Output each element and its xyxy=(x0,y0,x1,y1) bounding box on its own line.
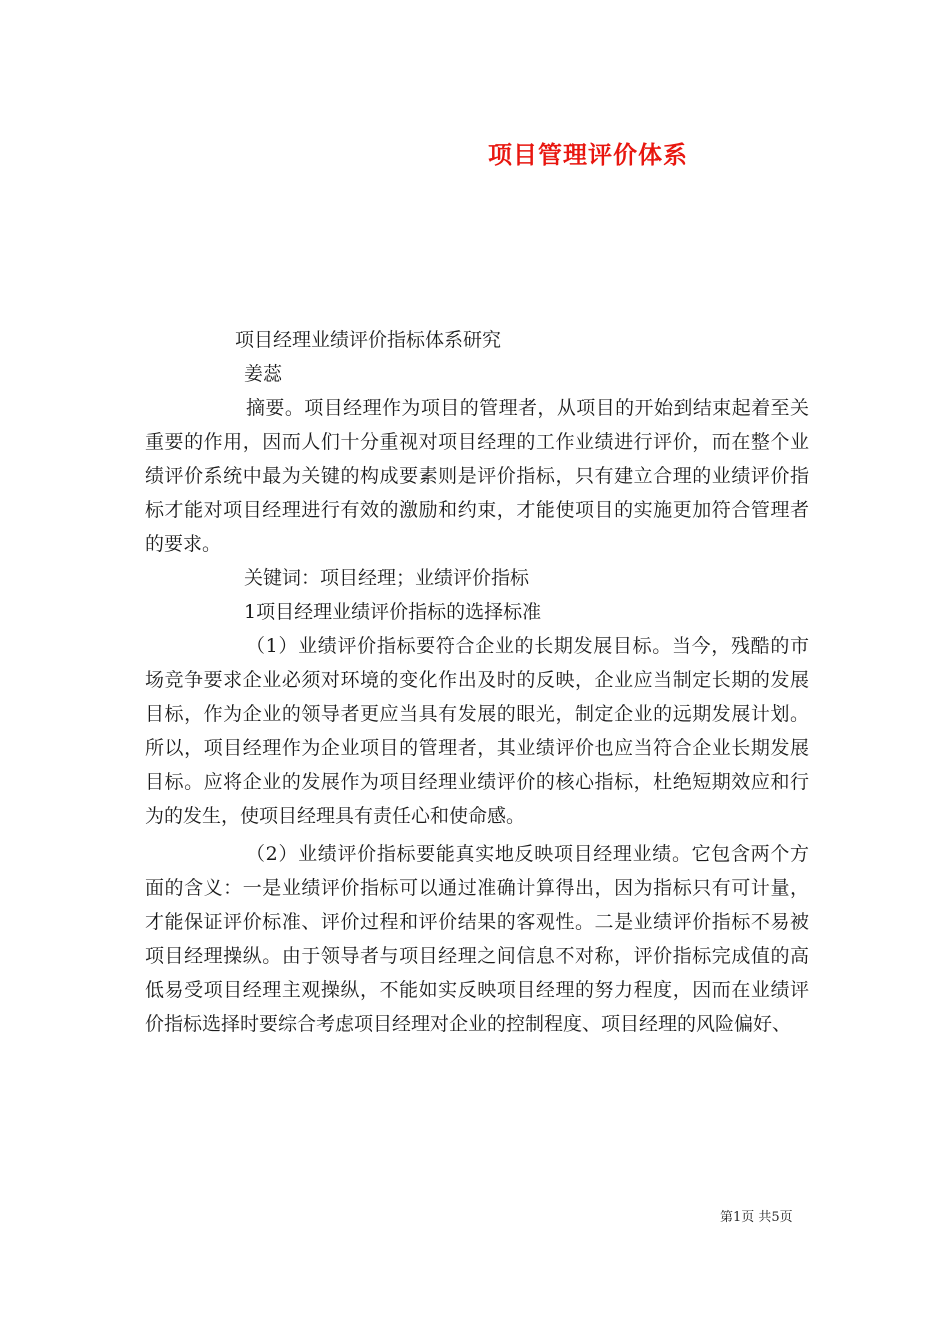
document-title: 项目管理评价体系 xyxy=(488,140,688,169)
page-number-footer: 第1页 共5页 xyxy=(720,1210,793,1225)
section-heading: 1项目经理业绩评价指标的选择标准 xyxy=(244,601,542,623)
body-paragraph-2: （2）业绩评价指标要能真实地反映项目经理业绩。它包含两个方面的含义：一是业绩评价指标可以通过准确计算得出，因为指标只有可计量，才能保证评价标准、评价过程和评价结果的客观性。二是业绩评价指标不易被项目经理操纵。由于领导者与项目经理之间信息不对称，评价指标完成值的高低易受项目经理主观操纵，不能如实反映项目经理的努力程度，因而在业绩评价指标选择时要综合考虑项目经理对企业的控制程度、项目经理的风险偏好、 xyxy=(145,843,809,1035)
abstract-paragraph: 摘要。项目经理作为项目的管理者，从项目的开始到结束起着至关重要的作用，因而人们十分重视对项目经理的工作业绩进行评价，而在整个业绩评价系统中最为关键的构成要素则是评价指标，只有建立合理的业绩评价指标才能对项目经理进行有效的激励和约束，才能使项目的实施更加符合管理者的要求。 xyxy=(145,397,809,555)
article-subtitle: 项目经理业绩评价指标体系研究 xyxy=(235,329,502,351)
author-name: 姜蕊 xyxy=(244,363,283,385)
document-body xyxy=(145,323,809,1041)
body-paragraph-1: （1）业绩评价指标要符合企业的长期发展目标。当今，残酷的市场竞争要求企业必须对环境的变化作出及时的反映，企业应当制定长期的发展目标，作为企业的领导者更应当具有发展的眼光，制定企业的远期发展计划。所以，项目经理作为企业项目的管理者，其业绩评价也应当符合企业长期发展目标。应将企业的发展作为项目经理业绩评价的核心指标，杜绝短期效应和行为的发生，使项目经理具有责任心和使命感。 xyxy=(145,635,809,827)
keywords-line: 关键词：项目经理；业绩评价指标 xyxy=(244,567,530,589)
